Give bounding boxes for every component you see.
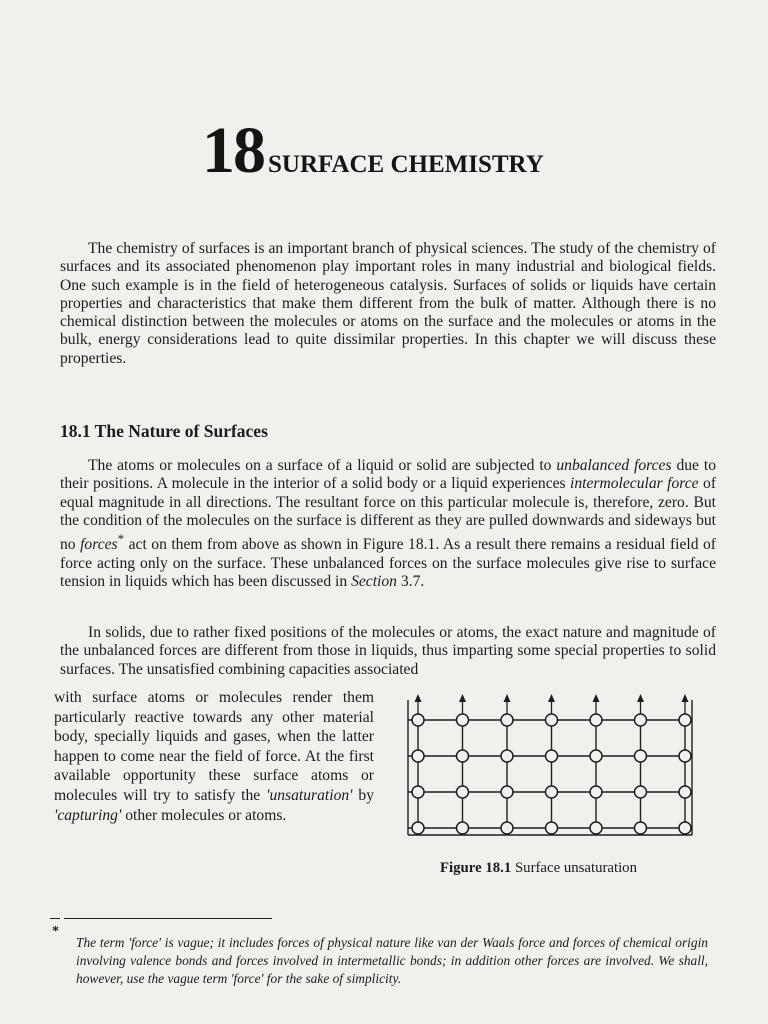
lattice-atom bbox=[457, 750, 469, 762]
intro-paragraph: The chemistry of surfaces is an important branch of physical sciences. The study of the chemistry of surfaces and its associated phenomenon play important roles in many industrial and biological fields. One such example is in the field of heterogeneous catalysis. Surfaces of solids or liquids have certain properties and characteristics that make them different from the bulk of matter. Although there is no chemical distinction between the molecules or atoms on the surface and the molecules or atoms in the bulk, energy considerations lead to quite dissimilar properties. In this chapter we will discuss these properties. bbox=[60, 240, 716, 367]
para1-emphasis-intermolecular-force: intermolecular force bbox=[570, 475, 699, 493]
lattice-atom bbox=[501, 786, 513, 798]
lattice-atom bbox=[501, 714, 513, 726]
surface-lattice-figure bbox=[400, 690, 700, 850]
lattice-atom bbox=[679, 714, 691, 726]
side-emphasis-capturing: 'capturing' bbox=[54, 806, 122, 824]
lattice-atom bbox=[546, 786, 558, 798]
surface-force-arrowhead bbox=[593, 694, 600, 702]
figure-caption-text: Surface unsaturation bbox=[511, 860, 637, 876]
footnote-reference: * bbox=[117, 531, 125, 547]
surface-force-arrowhead bbox=[415, 694, 422, 702]
section-heading: 18.1 The Nature of Surfaces bbox=[60, 421, 268, 441]
para1-emphasis-forces: forces bbox=[80, 536, 118, 554]
lattice-atom bbox=[412, 750, 424, 762]
chapter-heading bbox=[202, 114, 544, 187]
lattice-diagram bbox=[400, 690, 700, 850]
para1-text-3: of equal magnitude in all directions. The resultant force on this particular molecule is, therefore, zero. But the condition of the molecules on the surface is different as they are pulled downwards and sideways but no bbox=[60, 475, 717, 554]
lattice-atom bbox=[679, 822, 691, 834]
footnote-divider bbox=[64, 918, 272, 919]
lattice-atom bbox=[501, 750, 513, 762]
section-paragraph-1 bbox=[60, 457, 716, 591]
lattice-atom bbox=[635, 786, 647, 798]
lattice-atom bbox=[546, 750, 558, 762]
lattice-atom bbox=[457, 822, 469, 834]
lattice-atom bbox=[412, 786, 424, 798]
lattice-atom bbox=[412, 714, 424, 726]
para1-emphasis-unbalanced-forces: unbalanced forces bbox=[556, 457, 672, 474]
lattice-atom bbox=[635, 714, 647, 726]
figure-caption bbox=[440, 860, 637, 877]
lattice-atom bbox=[412, 822, 424, 834]
lattice-atom bbox=[546, 714, 558, 726]
lattice-atom bbox=[635, 822, 647, 834]
chapter-title: SURFACE CHEMISTRY bbox=[268, 151, 544, 178]
lattice-atom bbox=[457, 786, 469, 798]
para1-text-4: act on them from above as shown in Figure 18.1. As a result there remains a residual field of force acting only on the surface. These unbalanced forces on the surface molecules give rise to surface tension in liquids which has been discussed in bbox=[60, 536, 717, 590]
figure-label: Figure 18.1 bbox=[440, 860, 512, 876]
lattice-atom bbox=[590, 786, 602, 798]
surface-force-arrowhead bbox=[682, 694, 689, 702]
surface-force-arrowhead bbox=[637, 694, 644, 702]
lattice-atom bbox=[457, 714, 469, 726]
lattice-atom bbox=[590, 822, 602, 834]
para1-text-2: due to their positions. A molecule in the interior of a solid body or a liquid experiences bbox=[60, 457, 716, 493]
para1-emphasis-section: Section bbox=[351, 572, 397, 590]
lattice-atom bbox=[546, 822, 558, 834]
side-text-1: with surface atoms or molecules render them particularly reactive towards any other material body, specially liquids and gases, when the latter happen to come near the field of force. At the first available opportunity these surface atoms or molecules will try to satisfy the bbox=[54, 689, 374, 804]
surface-force-arrowhead bbox=[548, 694, 555, 702]
para1-text-5: 3.7. bbox=[396, 572, 425, 590]
footnote-dash bbox=[50, 918, 60, 919]
footnote-text: The term 'force' is vague; it includes forces of physical nature like van der Waals force and forces of chemical origin involving valence bonds and forces involved in intermetallic bonds; in addition other forces are involved. We shall, however, use the vague term 'force' for the sake of simplicity. bbox=[76, 935, 708, 987]
lattice-atom bbox=[679, 750, 691, 762]
section-paragraph-2-continued bbox=[54, 688, 374, 825]
side-text-3: other molecules or atoms. bbox=[121, 806, 287, 824]
para1-text-1: The atoms or molecules on a surface of a liquid or solid are subjected to bbox=[88, 457, 557, 474]
side-emphasis-unsaturation: 'unsaturation' bbox=[266, 786, 353, 804]
lattice-atom bbox=[590, 714, 602, 726]
lattice-atom bbox=[635, 750, 647, 762]
lattice-atom bbox=[590, 750, 602, 762]
footnote-marker: * bbox=[52, 924, 59, 939]
lattice-atom bbox=[501, 822, 513, 834]
section-paragraph-2: In solids, due to rather fixed positions of the molecules or atoms, the exact nature and magnitude of the unbalanced forces are different from those in liquids, thus imparting some special properties to solid surfaces. The unsatisfied combining capacities associated bbox=[60, 624, 716, 678]
surface-force-arrowhead bbox=[459, 694, 466, 702]
side-text-2: by bbox=[352, 786, 374, 804]
chapter-number: 18 bbox=[202, 114, 264, 187]
lattice-atom bbox=[679, 786, 691, 798]
surface-force-arrowhead bbox=[504, 694, 511, 702]
